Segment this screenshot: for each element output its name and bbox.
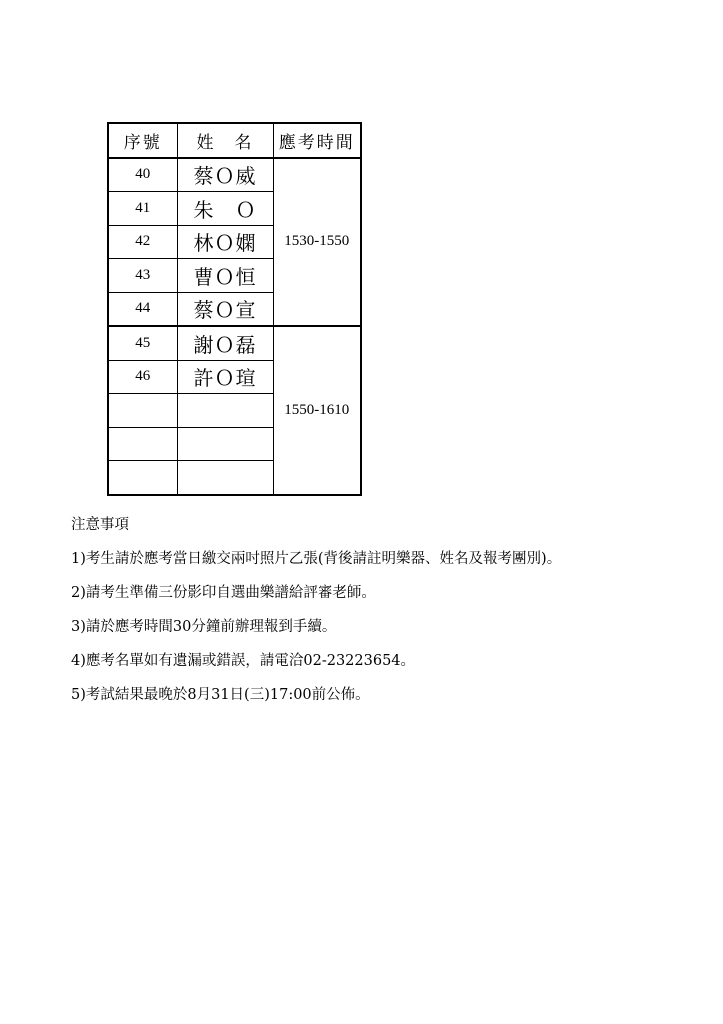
row-number [108, 427, 177, 461]
row-name: 林Ｏ嫻 [177, 225, 273, 259]
time-slot: 1530-1550 [273, 158, 361, 327]
row-name: 許Ｏ瑄 [177, 360, 273, 394]
row-number: 42 [108, 225, 177, 259]
note-item: 5)考試結果最晚於8月31日(三)17:00前公佈。 [71, 687, 370, 703]
row-number: 40 [108, 158, 177, 192]
row-number [108, 461, 177, 495]
row-name [177, 427, 273, 461]
row-number [108, 394, 177, 428]
row-number: 45 [108, 326, 177, 360]
row-number: 44 [108, 292, 177, 326]
row-number: 46 [108, 360, 177, 394]
notes-title: 注意事項 [71, 517, 129, 533]
time-slot: 1550-1610 [273, 326, 361, 495]
table-header-row [108, 123, 361, 158]
note-item: 3)請於應考時間30分鐘前辦理報到手續。 [71, 619, 337, 635]
header-number: 序號 [108, 123, 177, 158]
table-row [108, 158, 361, 192]
header-time: 應考時間 [273, 123, 361, 158]
row-name: 蔡Ｏ威 [177, 158, 273, 192]
row-name: 朱 Ｏ [177, 192, 273, 226]
row-name [177, 461, 273, 495]
row-name: 蔡Ｏ宣 [177, 292, 273, 326]
note-item: 2)請考生準備三份影印自選曲樂譜給評審老師。 [71, 585, 376, 601]
note-item: 4)應考名單如有遺漏或錯誤，請電洽02-23223654。 [71, 653, 416, 669]
row-name [177, 394, 273, 428]
table-row [108, 326, 361, 360]
audition-schedule-table [107, 122, 362, 496]
note-item: 1)考生請於應考當日繳交兩吋照片乙張(背後請註明樂器、姓名及報考團別)。 [71, 551, 562, 567]
row-name: 曹Ｏ恒 [177, 259, 273, 293]
row-number: 41 [108, 192, 177, 226]
header-name: 姓 名 [177, 123, 273, 158]
row-name: 謝Ｏ磊 [177, 326, 273, 360]
row-number: 43 [108, 259, 177, 293]
notes-section [71, 508, 561, 712]
